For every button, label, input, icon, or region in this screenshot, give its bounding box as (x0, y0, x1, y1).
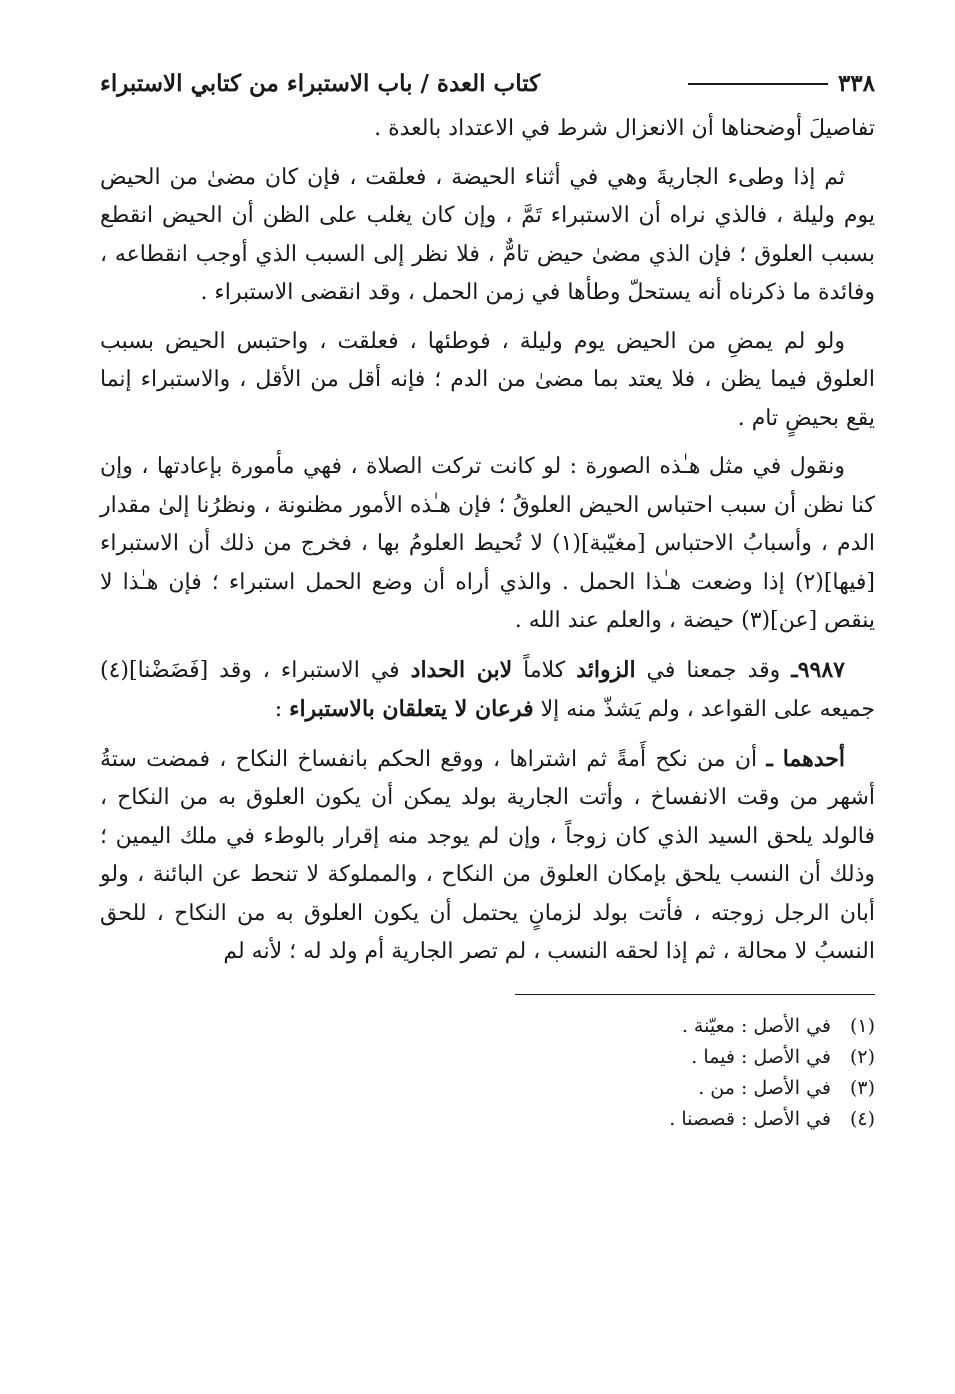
footnote-text: في الأصل : فيما . (691, 1045, 831, 1068)
paragraph: ثم إذا وطىء الجاريةَ وهي في أثناء الحيضة ، فعلقت ، فإن كان مضىٰ من الحيض يوم وليلة ، فالذي نراه أن الاستبراء تَمَّ ، وإن كان يغلب على الظن أن الحيض انقطع بسبب العلوق ؛ فإن الذي مضىٰ حيض تامٌّ ، فلا نظر إلى السبب الذي أوجب انقطاعه ، وفائدة ما ذكرناه أنه يستحلّ وطأها في زمن الحمل ، وقد انقضى الاستبراء . (100, 164, 875, 305)
footnote-text: في الأصل : معيّنة . (681, 1014, 831, 1037)
paragraph: تفاصيلَ أوضحناها أن الانعزال شرط في الاعتداد بالعدة . (374, 116, 875, 141)
header-right-group (678, 70, 875, 97)
section-text: : (274, 697, 290, 722)
header-title: كتاب العدة / باب الاستبراء من كتابي الاستبراء (100, 70, 541, 97)
book-name: الزوائد (576, 656, 636, 683)
page (100, 70, 875, 1135)
footnote (100, 1042, 875, 1073)
paragraph: ونقول في مثل هـٰذه الصورة : لو كانت تركت الصلاة ، فهي مأمورة بإعادتها ، وإن كنا نظن أن سبب احتباس الحيض العلوقُ ؛ فإن هـٰذه الأمور مظنونة ، ونظرُنا إلىٰ مقدار الدم ، وأسبابُ الاحتباس [مغيّبة](١) لا تُحيط العلومُ بها ، فخرج من ذلك أن الاستبراء [فيها](٢) إذا وضعت هـٰذا الحمل . والذي أراه أن وضع الحمل استبراء ؛ فإن هـٰذا لا ينقص [عن](٣) حيضة ، والعلم عند الله . (100, 454, 875, 633)
footnote (100, 1104, 875, 1135)
footnote (100, 1073, 875, 1104)
section-first-branch (100, 740, 875, 972)
footnote-number: (٤) (849, 1107, 875, 1130)
author-name: لابن الحداد (410, 656, 513, 683)
footnote-divider (515, 994, 875, 995)
section-text: كلاماً (512, 657, 577, 683)
page-number: ٣٣٨ (837, 70, 875, 97)
section-emphasis: فرعان لا يتعلقان بالاستبراء (289, 696, 534, 722)
branch-label: أحدهما ـ (766, 745, 845, 772)
header-rule (688, 83, 828, 85)
section-9987 (100, 651, 875, 730)
branch-text: أن من نكح أَمةً ثم اشتراها ، ووقع الحكم بانفساخ النكاح ، فمضت ستةُ أشهر من وقت الانفساخ ، وأتت الجارية بولد يمكن أن يكون العلوق به من النكاح ، فالولد يلحق السيد الذي كان زوجاً ، وإن لم يوجد منه إقرار بالوطء في ملك اليمين ؛ وذلك أن النسب يلحق بإمكان العلوق من النكاح ، والمملوكة لا تنحط عن البائنة ، ولو أبان الرجل زوجته ، فأتت بولد لزمانٍ يحتمل أن يكون العلوق به من النكاح ، للحق النسبُ لا محالة ، ثم إذا لحقه النسب ، لم تصر الجارية أم ولد له ؛ لأنه لم (100, 746, 875, 964)
running-header (100, 70, 875, 110)
section-text: في الاستبراء ، وقد [فَضَضْنا](٤) جميعه على القواعد ، ولم يَشذّ منه إلا (100, 657, 875, 722)
footnote-number: (٣) (849, 1076, 875, 1099)
body-text (100, 110, 875, 972)
section-text: وقد جمعنا في (635, 657, 792, 683)
footnote-text: في الأصل : من . (698, 1076, 831, 1099)
section-number: ٩٩٨٧ـ (791, 656, 845, 683)
footnote-number: (٢) (849, 1045, 875, 1068)
footnote (100, 1011, 875, 1042)
footnotes (100, 1011, 875, 1135)
paragraph: ولو لم يمضِ من الحيض يوم وليلة ، فوطئها ، فعلقت ، واحتبس الحيض بسبب العلوق فيما يظن ، فلا يعتد بما مضىٰ من الدم ؛ فإنه أقل من الأقل ، والاستبراء إنما يقع بحيضٍ تام . (100, 328, 875, 431)
footnote-text: في الأصل : قصصنا . (669, 1107, 831, 1130)
footnote-number: (١) (849, 1014, 875, 1037)
